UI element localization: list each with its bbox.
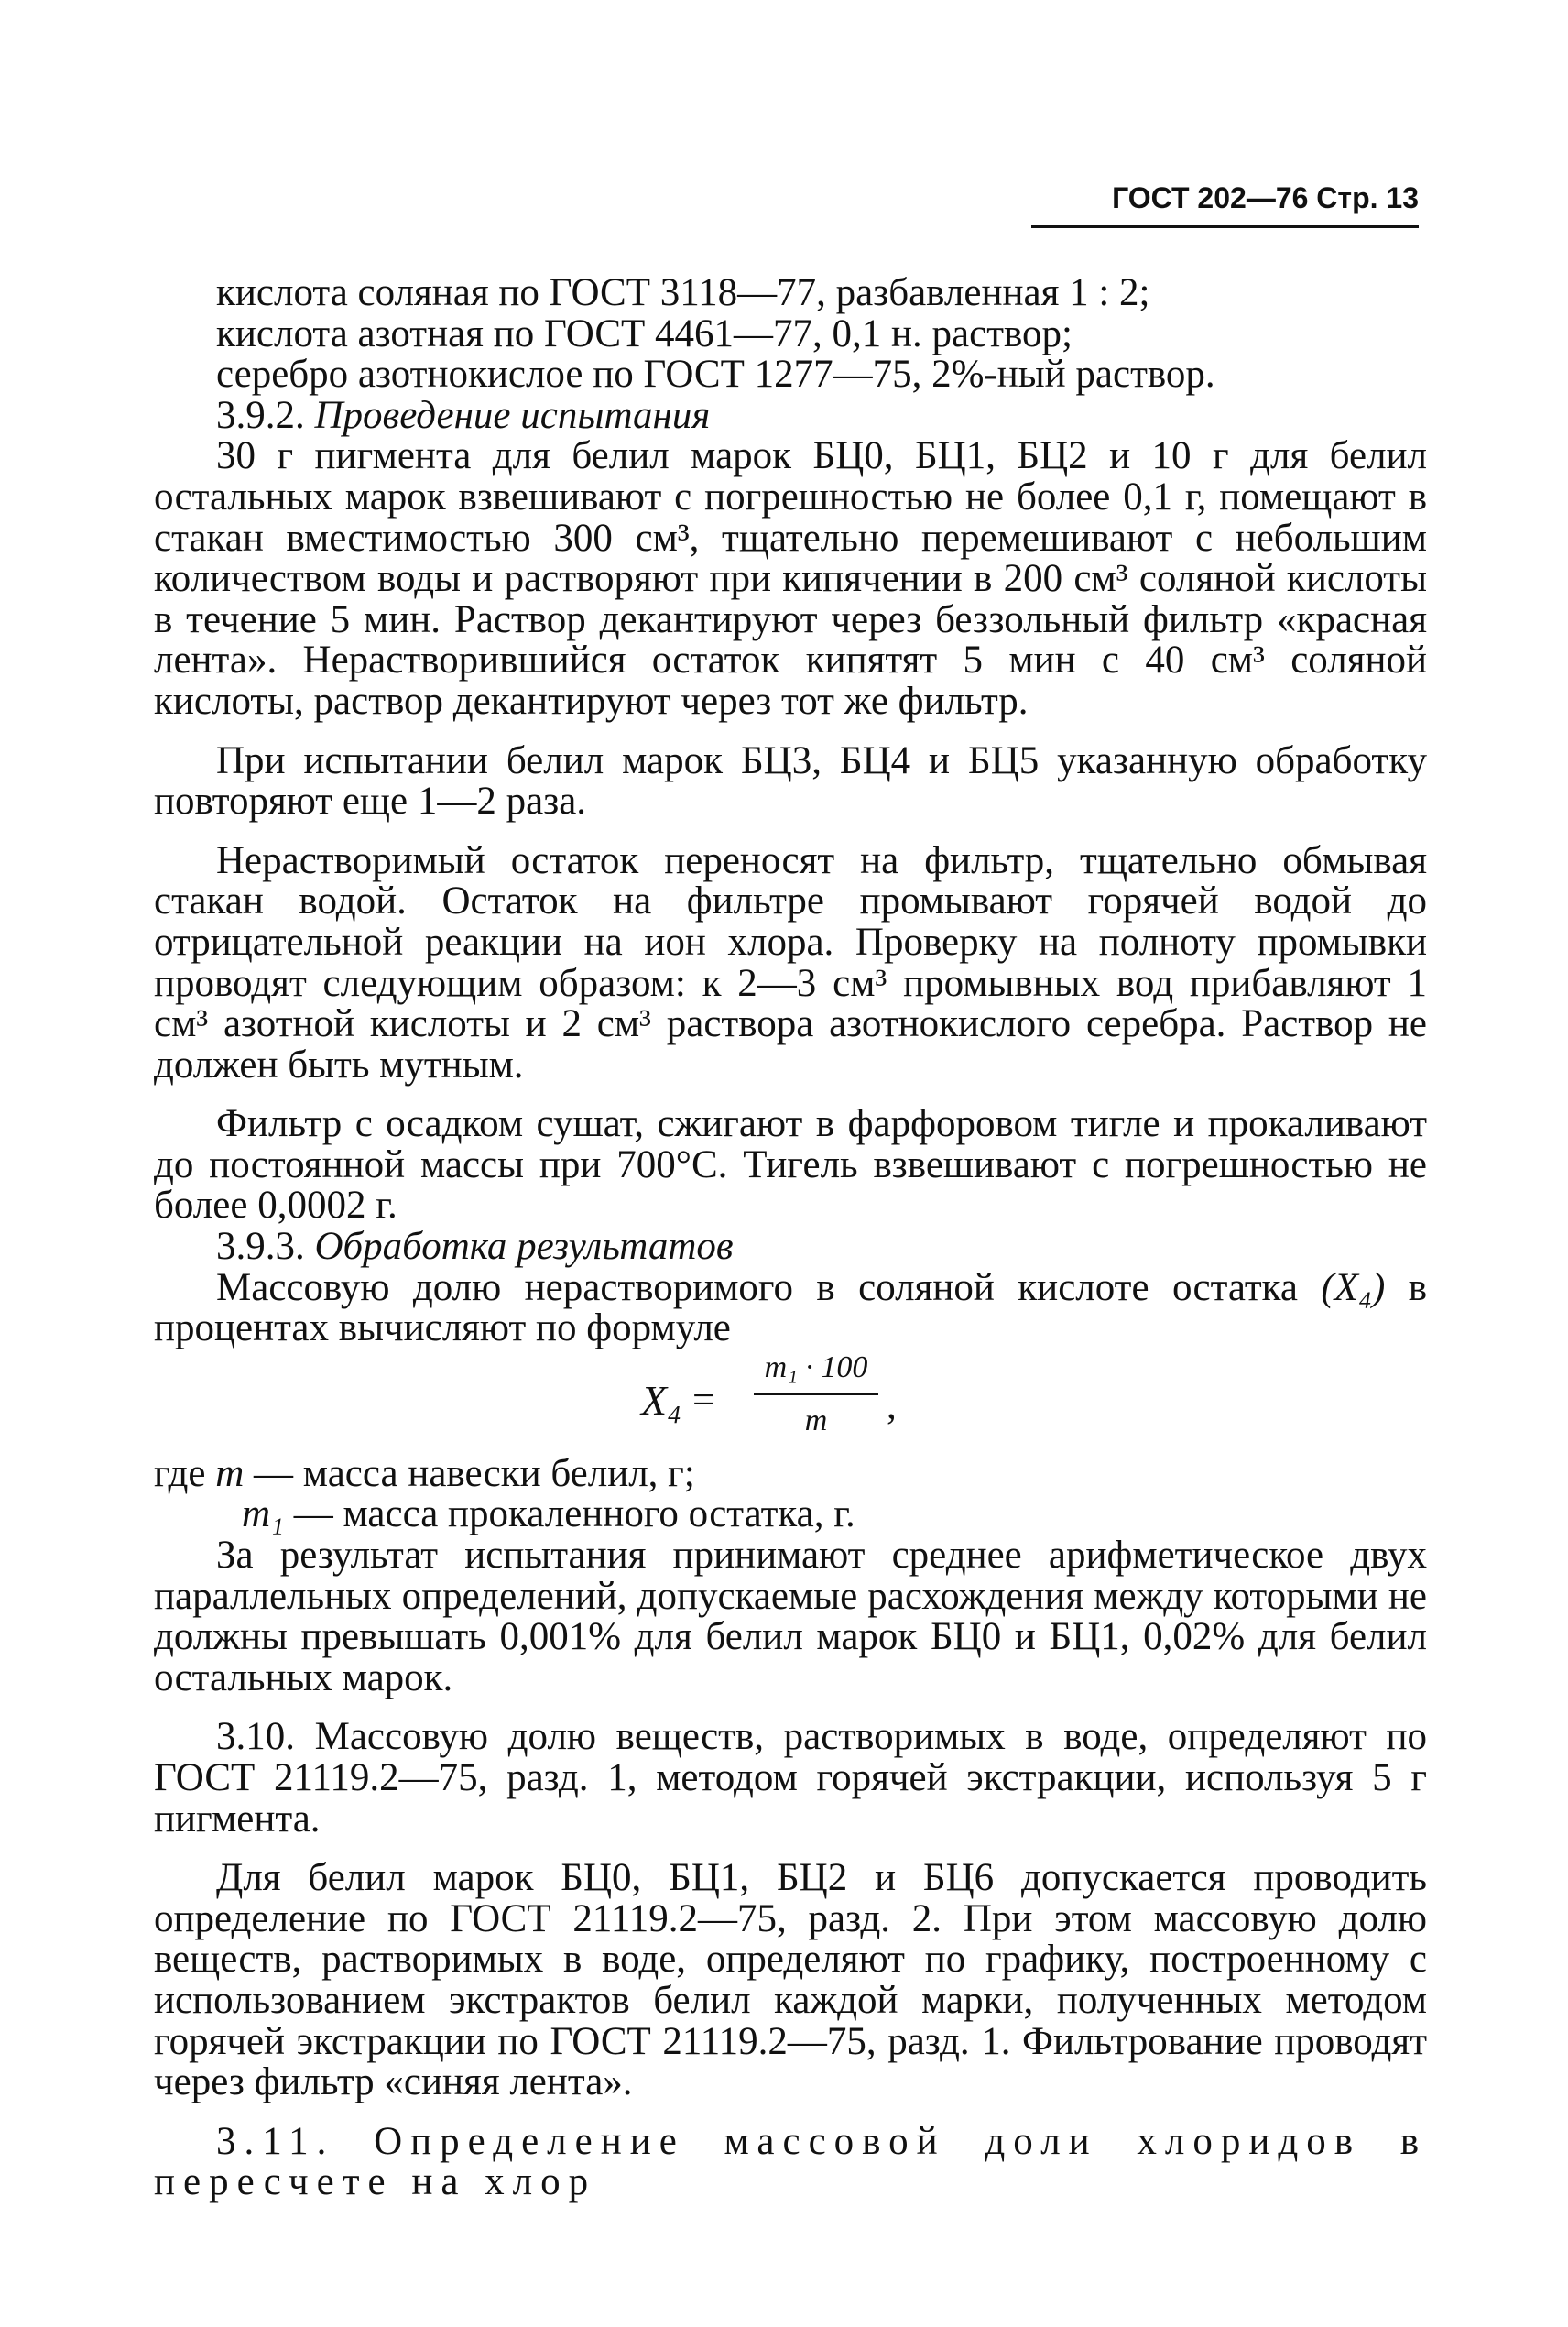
formula-lhs: X₄ <box>641 1376 682 1424</box>
formula-x4 <box>154 1349 1427 1454</box>
section-title: Проведение испытания <box>314 393 711 437</box>
paragraph-alternative-method: Для белил марок БЦ0, БЦ1, БЦ2 и БЦ6 допускается проводить определение по ГОСТ 21119.2—75, разд. 2. При этом массовую долю веществ, растворимых в воде, определяют по графику, построенному с использованием экстрактов белил каждой марки, полученных методом горячей экстракции по ГОСТ 21119.2—75, разд. 1. Фильтрование проводят через фильтр «синяя лента». <box>154 1856 1427 2104</box>
section-3-11-heading <box>154 2119 1428 2204</box>
section-title: Обработка результатов <box>314 1225 734 1269</box>
formula-denominator: m <box>804 1403 828 1437</box>
formula-comma: , <box>887 1383 897 1427</box>
calc-text-end: в процентах вычисляют по формуле <box>154 1265 1427 1350</box>
paragraph-3-10: 3.10. Массовую долю веществ, растворимых в воде, определяют по ГОСТ 21119.2—75, разд. 1, методом горячей экстракции, используя 5 г пигмента. <box>154 1715 1427 1841</box>
formula-equals: = <box>692 1378 715 1422</box>
paragraph-result: За результат испытания принимают среднее арифметическое двух параллельных определений, допускаемые расхождения между которыми не должны превышать 0,001% для белил марок БЦ0 и БЦ1, 0,02% для белил остальных марок. <box>154 1534 1427 1699</box>
page-header: ГОСТ 202—76 Стр. 13 <box>1112 181 1419 214</box>
definition-label-where: где <box>154 1451 216 1495</box>
reagent-hydrochloric-acid: кислота соляная по ГОСТ 3118—77, разбавленная 1 : 2; <box>216 271 1150 314</box>
section-3-9-2-heading <box>154 393 1427 437</box>
section-title: Определение массовой доли хлоридов в пересчете на хлор <box>154 2119 1428 2204</box>
section-3-9-3-heading <box>154 1227 1427 1268</box>
paragraph-repeat-treatment: При испытании белил марок БЦ3, БЦ4 и БЦ5 указанную обработку повторяют еще 1—2 раза. <box>154 738 1427 824</box>
calc-text: Массовую долю нерастворимого в соляной кислоте остатка <box>216 1265 1299 1309</box>
definition-m1 <box>154 1494 1427 1535</box>
document-body <box>154 273 1427 2203</box>
section-number: 3.9.2. <box>216 393 305 437</box>
reagent-nitric-acid: кислота азотная по ГОСТ 4461—77, 0,1 н. раствор; <box>216 311 1073 355</box>
definition-var: m <box>215 1451 245 1495</box>
fraction-bar <box>754 1393 878 1395</box>
formula-numerator: m₁ · 100 <box>764 1349 868 1384</box>
header-rule <box>1031 225 1419 228</box>
definition-var: m₁ <box>242 1492 285 1536</box>
definition-text: — масса прокаленного остатка, г. <box>293 1492 855 1536</box>
paragraph-drying-calcining: Фильтр с осадком сушат, сжигают в фарфоровом тигле и прокаливают до постоянной массы при 700°С. Тигель взвешивают с погрешностью не более 0,0002 г. <box>154 1102 1427 1228</box>
reagent-silver-nitrate: серебро азотнокислое по ГОСТ 1277—75, 2%-ный раствор. <box>216 353 1215 397</box>
calc-variable: (X₄) <box>1321 1265 1386 1309</box>
paragraph-calculation <box>154 1265 1427 1350</box>
section-number: 3.9.3. <box>216 1225 305 1269</box>
paragraph-residue-washing: Нерастворимый остаток переносят на фильтр, тщательно обмывая стакан водой. Остаток на фильтре промывают горячей водой до отрицательной реакции на ион хлора. Проверку на полноту промывки проводят следующим образом: к 2—3 см³ промывных вод прибавляют 1 см³ азотной кислоты и 2 см³ раствора азотнокислого серебра. Раствор не должен быть мутным. <box>154 838 1427 1087</box>
definition-m <box>154 1451 1427 1495</box>
section-number: 3.11. <box>216 2119 335 2163</box>
paragraph-procedure: 30 г пигмента для белил марок БЦ0, БЦ1, БЦ2 и 10 г для белил остальных марок взвешивают с погрешностью не более 0,1 г, помещают в стакан вместимостью 300 см³, тщательно перемешивают с небольшим количеством воды и растворяют при кипячении в 200 см³ соляной кислоты в течение 5 мин. Раствор декантируют через беззольный фильтр «красная лента». Нерастворившийся остаток кипятят 5 мин с 40 см³ соляной кислоты, раствор декантируют через тот же фильтр. <box>154 434 1427 723</box>
definition-text: — масса навески белил, г; <box>254 1451 695 1495</box>
